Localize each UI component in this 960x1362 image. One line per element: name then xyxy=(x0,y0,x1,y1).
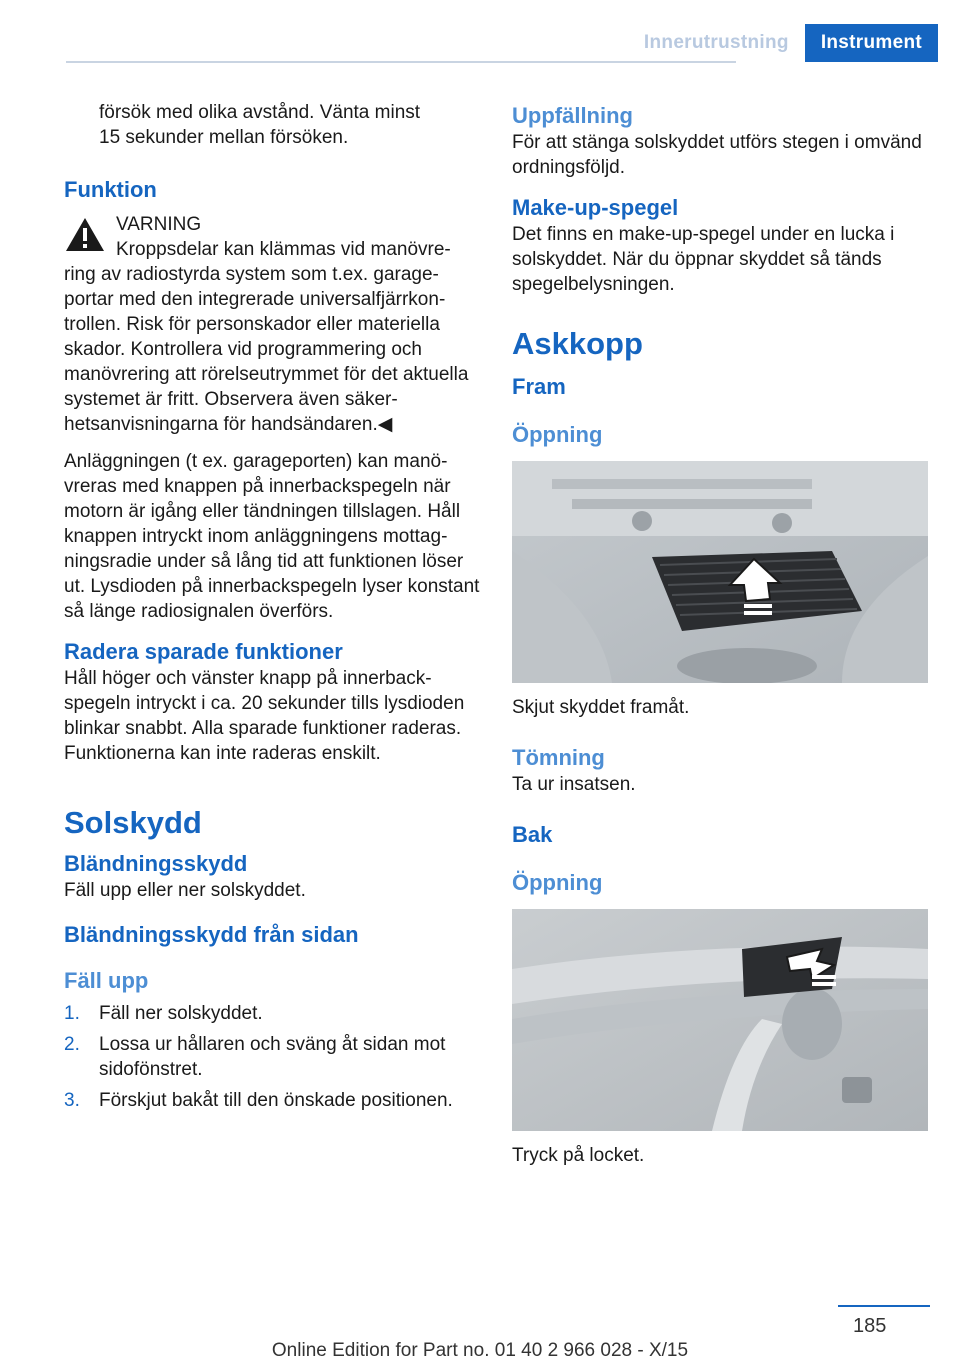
intro-text: försök med olika avstånd. Vänta minst 15 sekunder mellan försöken. xyxy=(99,102,421,148)
ashtray-heading: Askkopp xyxy=(512,326,643,361)
mirror-text: Det finns en make-up-spegel under en lucka i solskyddet. När du öppnar skyddet så tänds spegelbelysningen. xyxy=(512,224,895,295)
rear-caption: Tryck på locket. xyxy=(512,1145,645,1166)
header-tabs xyxy=(628,24,938,62)
fold-up-steps xyxy=(64,1001,482,1113)
online-edition-text: Online Edition for Part no. 01 40 2 966 028 - X/15 xyxy=(271,1340,689,1361)
header-divider xyxy=(66,61,736,63)
list-item xyxy=(64,1001,482,1026)
delete-text: Håll höger och vänster knapp på innerbackspegeln intryckt i ca. 20 sekunder tills lysdioden blinkar snabbt. Alla sparade funktioner raderas. Funktionerna kan inte raderas enskilt. xyxy=(64,668,465,764)
glare-text: Fäll upp eller ner solskyddet. xyxy=(64,880,306,901)
mirror-heading: Make-up-spegel xyxy=(512,195,679,220)
solskydd-heading: Solskydd xyxy=(64,805,202,840)
step-text: Förskjut bakåt till den önskade positionen. xyxy=(99,1090,453,1111)
step-text: Fäll ner solskyddet. xyxy=(99,1003,263,1024)
warning-triangle-icon xyxy=(64,216,106,253)
funktion-heading: Funktion xyxy=(64,177,157,202)
front-open-heading: Öppning xyxy=(512,422,603,447)
rear-ashtray-image xyxy=(512,909,928,1131)
warning-lead-text: Kroppsdelar kan klämmas vid manövre- xyxy=(116,239,451,260)
left-column xyxy=(64,100,482,1113)
fold-down-heading: Uppfällning xyxy=(512,103,633,128)
empty-text: Ta ur insatsen. xyxy=(512,774,636,795)
rear-heading: Bak xyxy=(512,822,553,847)
step-text: Lossa ur hållaren och sväng åt sidan mot sidofönstret. xyxy=(99,1034,446,1080)
footer-divider xyxy=(838,1305,930,1307)
step-number: 3. xyxy=(64,1090,80,1111)
warning-box xyxy=(64,212,482,437)
page-number: 185 xyxy=(853,1315,887,1337)
warning-text: ring av radiostyrda system som t.ex. garageportar med den integrerade universalfjärrkontrollen. Risk för personskador eller materiella skador. Kontrollera vid programmering och manövrering att rörelseutrymmet för det aktuella systemet är fritt. Observera även säkerhetsanvisningarna för handsändaren.◀ xyxy=(64,264,469,435)
list-item xyxy=(64,1032,482,1082)
front-ashtray-image xyxy=(512,461,928,683)
front-heading: Fram xyxy=(512,374,566,399)
right-column xyxy=(512,100,930,1168)
rear-open-heading: Öppning xyxy=(512,870,603,895)
function-text: Anläggningen (t ex. garageporten) kan manövreras med knappen på innerbackspegeln när motorn är igång eller tändningen tillslagen. Håll knappen intryckt inom anläggningens mottagningsradie under så lång tid att funktionen löser ut. Lysdioden på innerbackspegeln lyser konstant så länge radiosignalen överförs. xyxy=(64,451,480,622)
step-number: 2. xyxy=(64,1034,80,1055)
tab-section[interactable]: Innerutrustning xyxy=(643,32,789,53)
front-caption: Skjut skyddet framåt. xyxy=(512,697,690,718)
glare-heading: Bländningsskydd xyxy=(64,851,248,876)
fold-up-heading: Fäll upp xyxy=(64,968,149,993)
side-glare-heading: Bländningsskydd från sidan xyxy=(64,922,359,947)
empty-heading: Tömning xyxy=(512,745,605,770)
warning-label: VARNING xyxy=(116,214,202,235)
list-item xyxy=(64,1088,482,1113)
fold-down-text: För att stänga solskyddet utförs stegen i omvänd ordningsföljd. xyxy=(512,132,922,178)
tab-chapter[interactable]: Instrument xyxy=(805,24,938,62)
delete-heading: Radera sparade funktioner xyxy=(64,639,343,664)
step-number: 1. xyxy=(64,1003,80,1024)
